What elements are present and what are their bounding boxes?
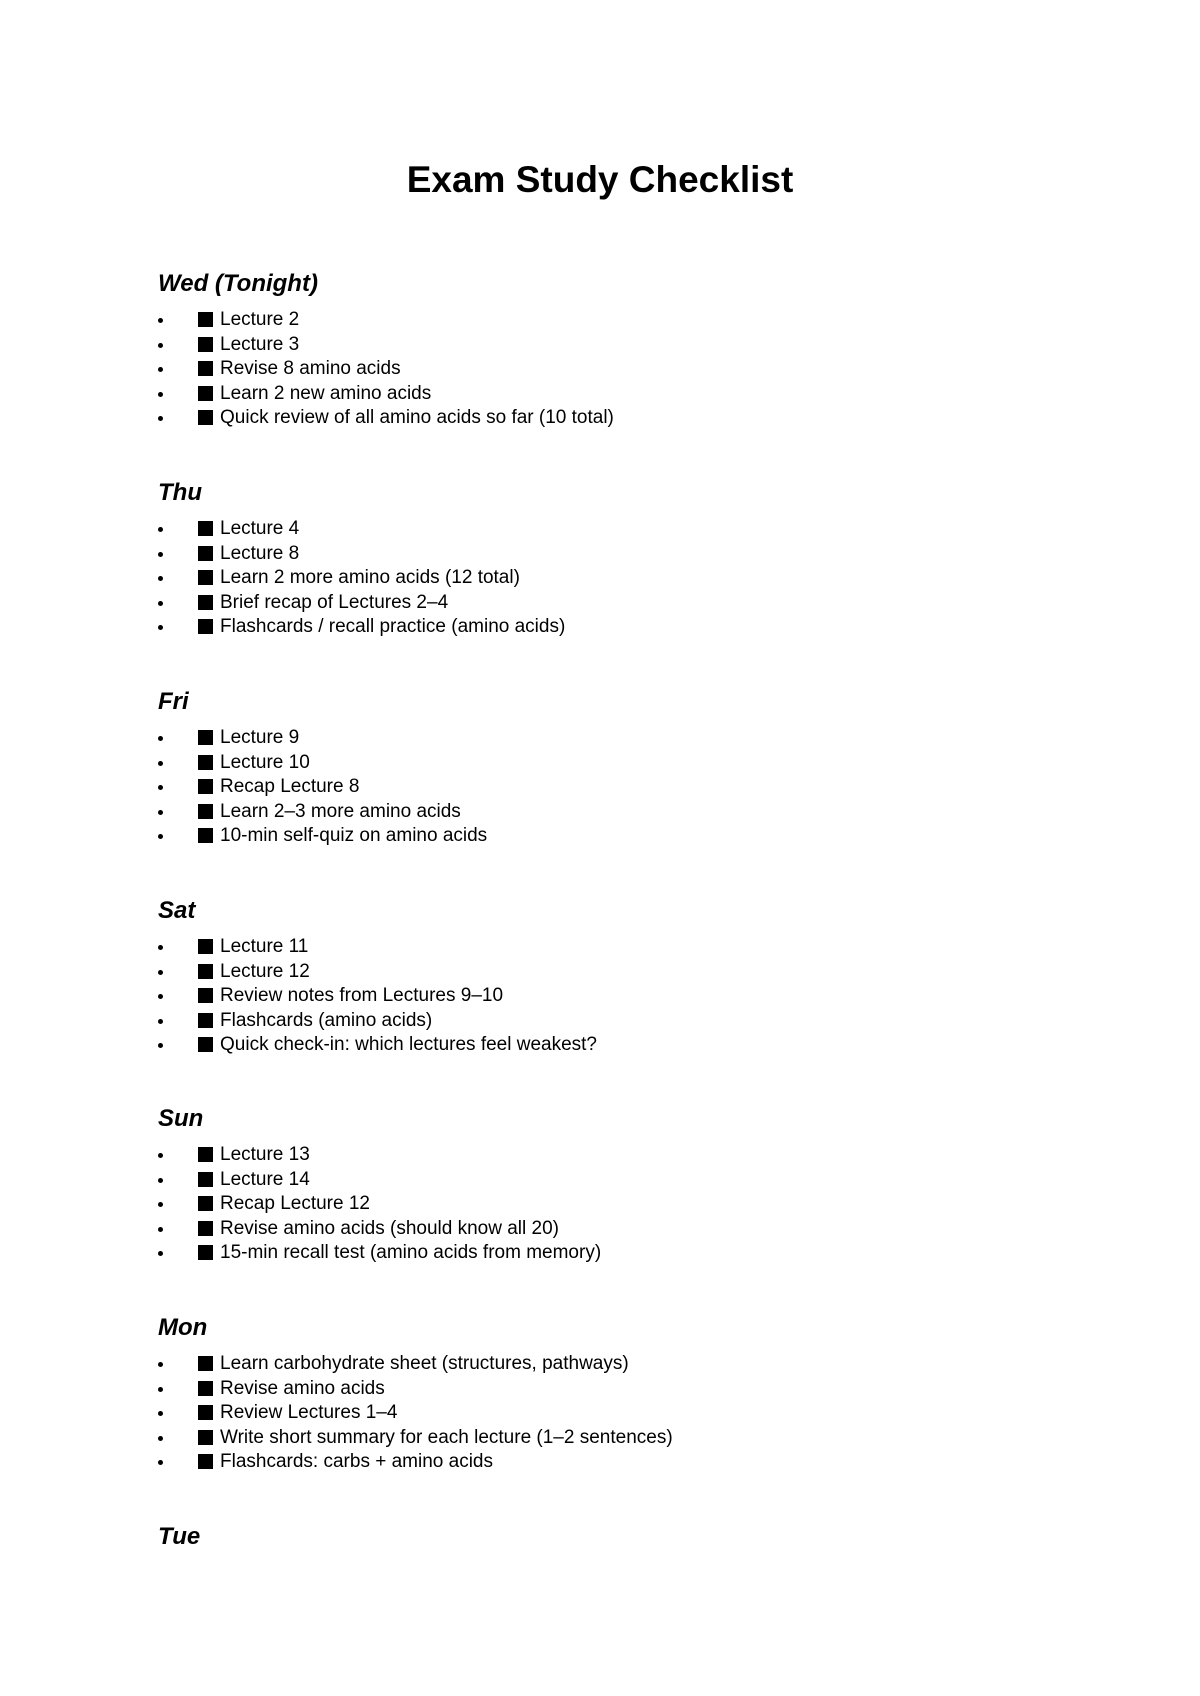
task-label: Lecture 4 xyxy=(220,518,300,539)
list-item xyxy=(158,751,1058,776)
bullet-icon xyxy=(158,945,163,950)
bullet-icon xyxy=(158,1227,163,1232)
task-list xyxy=(158,1352,1058,1475)
task-list xyxy=(158,517,1058,640)
bullet-icon xyxy=(158,576,163,581)
checkbox-icon[interactable] xyxy=(198,1147,213,1162)
checkbox-icon[interactable] xyxy=(198,521,213,536)
task-label: Revise amino acids xyxy=(220,1377,385,1399)
bullet-icon xyxy=(158,601,163,606)
list-item xyxy=(158,1450,1058,1475)
list-item xyxy=(158,1168,1058,1193)
list-item xyxy=(158,1009,1058,1034)
task-list xyxy=(158,308,1058,431)
checkbox-icon[interactable] xyxy=(198,1356,213,1371)
list-item xyxy=(158,1426,1058,1451)
list-item xyxy=(158,1217,1058,1242)
list-item xyxy=(158,1033,1058,1058)
checkbox-icon[interactable] xyxy=(198,988,213,1003)
checkbox-icon[interactable] xyxy=(198,1172,213,1187)
bullet-icon xyxy=(158,994,163,999)
task-label: Review Lectures 1–4 xyxy=(220,1402,398,1424)
checkbox-icon[interactable] xyxy=(198,337,213,352)
list-item xyxy=(158,406,1058,431)
page-title: Exam Study Checklist xyxy=(406,159,794,200)
list-item xyxy=(158,775,1058,800)
bullet-icon xyxy=(158,1178,163,1183)
day-section-wed xyxy=(158,270,1058,431)
checkbox-icon[interactable] xyxy=(198,1221,213,1236)
task-label: Brief recap of Lectures 2–4 xyxy=(220,591,449,613)
checkbox-icon[interactable] xyxy=(198,410,213,425)
day-heading: Mon xyxy=(158,1314,208,1341)
bullet-icon xyxy=(158,527,163,532)
day-heading: Sat xyxy=(158,897,196,924)
checkbox-icon[interactable] xyxy=(198,964,213,979)
day-heading: Fri xyxy=(158,688,189,715)
task-label: Quick review of all amino acids so far (10 total) xyxy=(220,407,614,429)
task-label: Lecture 2 xyxy=(220,309,300,330)
checkbox-icon[interactable] xyxy=(198,570,213,585)
checkbox-icon[interactable] xyxy=(198,619,213,634)
checkbox-icon[interactable] xyxy=(198,1037,213,1052)
day-heading: Wed (Tonight) xyxy=(158,270,318,297)
bullet-icon xyxy=(158,970,163,975)
list-item xyxy=(158,824,1058,849)
checkbox-icon[interactable] xyxy=(198,595,213,610)
bullet-icon xyxy=(158,1436,163,1441)
task-label: Recap Lecture 12 xyxy=(220,1193,370,1215)
task-label: Write short summary for each lecture (1–2 sentences) xyxy=(220,1426,673,1448)
bullet-icon xyxy=(158,1362,163,1367)
task-label: Lecture 8 xyxy=(220,542,300,564)
bullet-icon xyxy=(158,625,163,630)
task-label: 10-min self-quiz on amino acids xyxy=(220,825,488,847)
bullet-icon xyxy=(158,343,163,348)
task-label: Lecture 14 xyxy=(220,1168,310,1190)
task-label: Lecture 12 xyxy=(220,960,310,982)
list-item xyxy=(158,1352,1058,1377)
bullet-icon xyxy=(158,1019,163,1024)
task-list xyxy=(158,726,1058,849)
list-item xyxy=(158,308,1058,333)
list-item xyxy=(158,984,1058,1009)
task-label: Lecture 10 xyxy=(220,751,310,773)
day-section-fri xyxy=(158,688,1058,849)
checkbox-icon[interactable] xyxy=(198,361,213,376)
task-list xyxy=(158,935,1058,1058)
bullet-icon xyxy=(158,761,163,766)
day-section-tue xyxy=(158,1523,1058,1551)
task-list xyxy=(158,1143,1058,1266)
task-label: Recap Lecture 8 xyxy=(220,776,360,798)
task-label: Quick check-in: which lectures feel weakest? xyxy=(220,1034,597,1056)
checkbox-icon[interactable] xyxy=(198,804,213,819)
bullet-icon xyxy=(158,392,163,397)
list-item xyxy=(158,1401,1058,1426)
list-item xyxy=(158,1192,1058,1217)
bullet-icon xyxy=(158,810,163,815)
bullet-icon xyxy=(158,1043,163,1048)
checkbox-icon[interactable] xyxy=(198,1381,213,1396)
task-label: Learn 2–3 more amino acids xyxy=(220,800,461,822)
bullet-icon xyxy=(158,736,163,741)
bullet-icon xyxy=(158,367,163,372)
day-section-sat xyxy=(158,897,1058,1058)
list-item xyxy=(158,935,1058,960)
task-label: Flashcards: carbs + amino acids xyxy=(220,1451,493,1473)
checkbox-icon[interactable] xyxy=(198,312,213,327)
bullet-icon xyxy=(158,1411,163,1416)
checkbox-icon[interactable] xyxy=(198,828,213,843)
checkbox-icon[interactable] xyxy=(198,755,213,770)
task-label: Revise 8 amino acids xyxy=(220,358,401,380)
bullet-icon xyxy=(158,552,163,557)
checkbox-icon[interactable] xyxy=(198,1430,213,1445)
checkbox-icon[interactable] xyxy=(198,1405,213,1420)
day-heading: Thu xyxy=(158,479,202,506)
task-label: 15-min recall test (amino acids from memory) xyxy=(220,1242,602,1264)
checkbox-icon[interactable] xyxy=(198,1013,213,1028)
list-item xyxy=(158,800,1058,825)
task-label: Learn 2 more amino acids (12 total) xyxy=(220,567,520,589)
bullet-icon xyxy=(158,785,163,790)
checkbox-icon[interactable] xyxy=(198,546,213,561)
bullet-icon xyxy=(158,1387,163,1392)
task-label: Flashcards / recall practice (amino acids) xyxy=(220,616,566,638)
task-label: Review notes from Lectures 9–10 xyxy=(220,985,504,1007)
task-label: Lecture 3 xyxy=(220,333,300,355)
bullet-icon xyxy=(158,416,163,421)
list-item xyxy=(158,1377,1058,1402)
task-label: Lecture 13 xyxy=(220,1144,310,1165)
list-item xyxy=(158,615,1058,640)
day-heading: Sun xyxy=(158,1105,204,1132)
day-section-sun xyxy=(158,1105,1058,1266)
checkbox-icon[interactable] xyxy=(198,939,213,954)
checkbox-icon[interactable] xyxy=(198,1245,213,1260)
list-item xyxy=(158,517,1058,542)
bullet-icon xyxy=(158,834,163,839)
checkbox-icon[interactable] xyxy=(198,779,213,794)
day-section-thu xyxy=(158,479,1058,640)
bullet-icon xyxy=(158,1460,163,1465)
list-item xyxy=(158,357,1058,382)
checkbox-icon[interactable] xyxy=(198,386,213,401)
task-label: Learn carbohydrate sheet (structures, pathways) xyxy=(220,1353,629,1374)
list-item xyxy=(158,382,1058,407)
bullet-icon xyxy=(158,1202,163,1207)
bullet-icon xyxy=(158,1153,163,1158)
task-label: Flashcards (amino acids) xyxy=(220,1009,433,1031)
list-item xyxy=(158,542,1058,567)
task-label: Revise amino acids (should know all 20) xyxy=(220,1217,559,1239)
checkbox-icon[interactable] xyxy=(198,730,213,745)
list-item xyxy=(158,1241,1058,1266)
task-label: Learn 2 new amino acids xyxy=(220,382,432,404)
day-heading: Tue xyxy=(158,1523,201,1550)
list-item xyxy=(158,1143,1058,1168)
list-item xyxy=(158,591,1058,616)
list-item xyxy=(158,960,1058,985)
list-item xyxy=(158,566,1058,591)
task-label: Lecture 9 xyxy=(220,727,300,748)
checkbox-icon[interactable] xyxy=(198,1454,213,1469)
list-item xyxy=(158,333,1058,358)
bullet-icon xyxy=(158,1251,163,1256)
list-item xyxy=(158,726,1058,751)
bullet-icon xyxy=(158,318,163,323)
day-section-mon xyxy=(158,1314,1058,1475)
checkbox-icon[interactable] xyxy=(198,1196,213,1211)
task-label: Lecture 11 xyxy=(220,936,309,957)
